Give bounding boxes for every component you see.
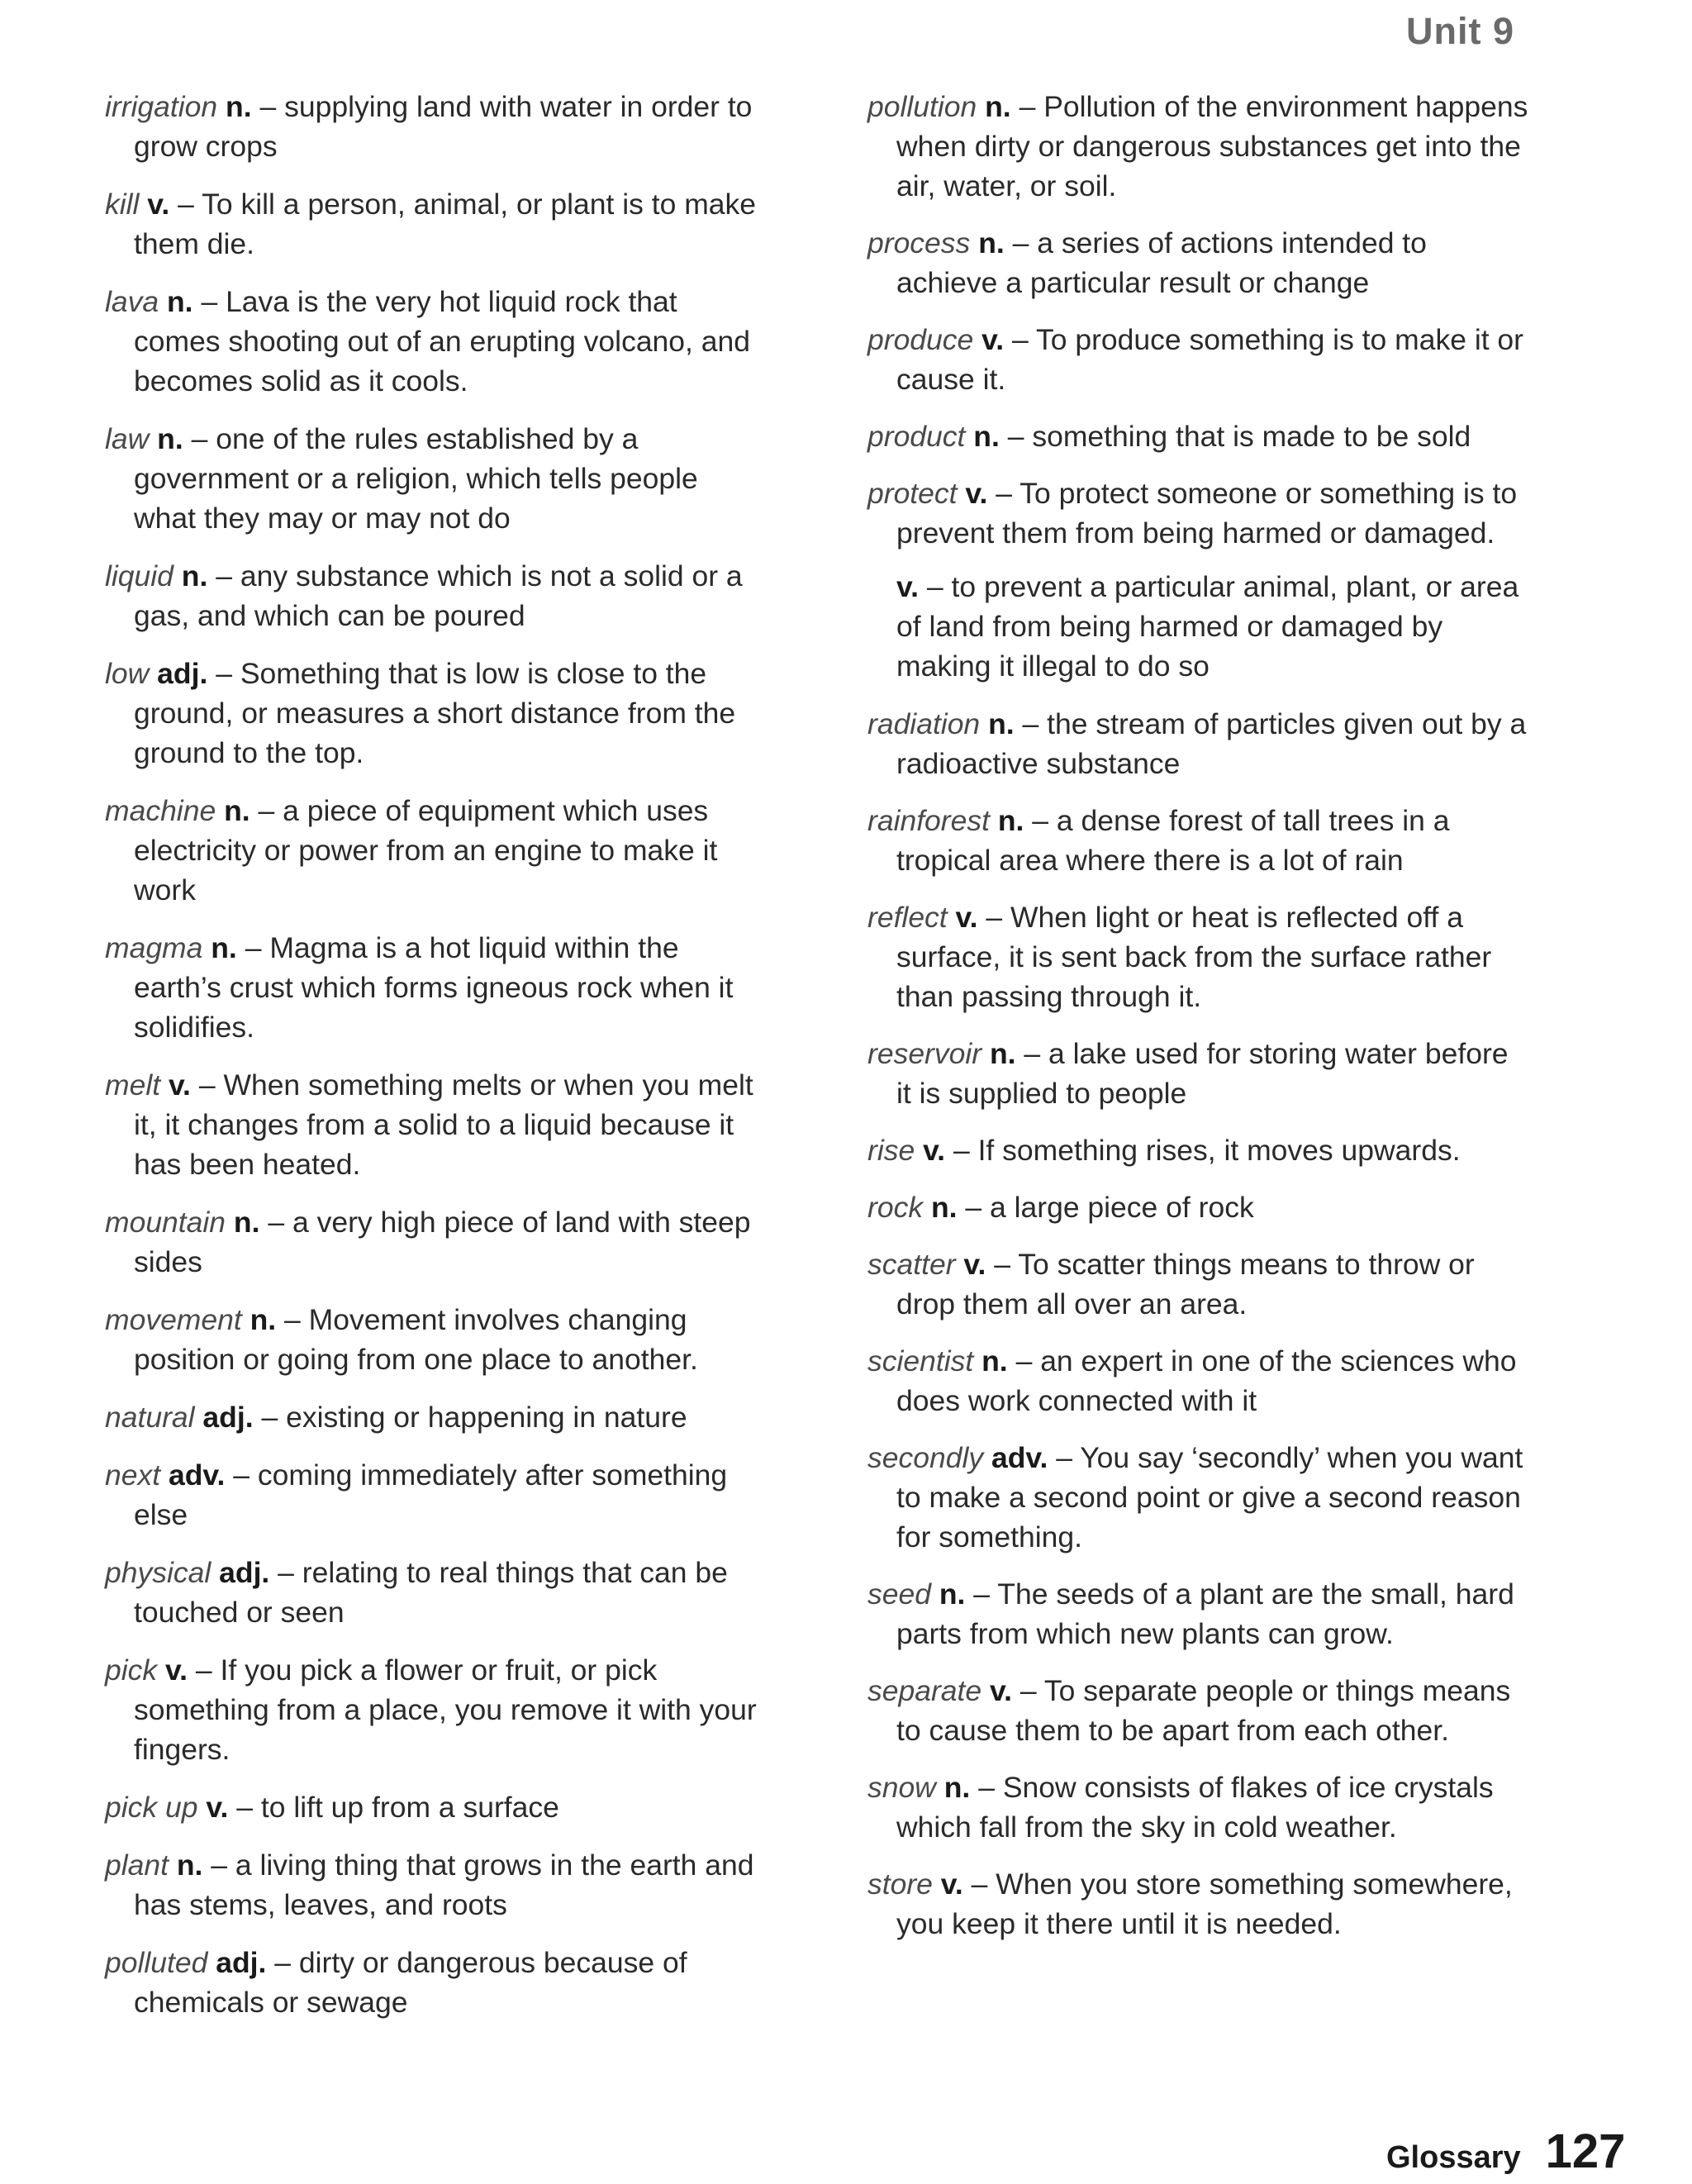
glossary-entry	[867, 1187, 1528, 1227]
part-of-speech: n.	[167, 285, 193, 318]
glossary-definition: To kill a person, animal, or plant is to make them die.	[134, 188, 757, 260]
part-of-speech: n.	[988, 707, 1015, 740]
part-of-speech: adv.	[991, 1441, 1048, 1474]
glossary-term: kill	[105, 188, 140, 221]
glossary-entry	[867, 1034, 1528, 1113]
definition-dash: –	[211, 1849, 228, 1882]
footer-label: Glossary	[1386, 2140, 1521, 2175]
part-of-speech: n.	[981, 1344, 1008, 1377]
definition-dash: –	[216, 559, 232, 592]
definition-dash: –	[1032, 804, 1049, 837]
page-footer	[1386, 2124, 1625, 2179]
definition-dash: –	[1007, 420, 1024, 453]
definition-dash: –	[201, 285, 218, 318]
glossary-entry	[105, 1397, 758, 1437]
glossary-entry	[867, 223, 1528, 302]
definition-dash: –	[994, 1248, 1011, 1281]
definition-dash: –	[1015, 1344, 1033, 1377]
part-of-speech: v.	[206, 1791, 229, 1824]
glossary-term: irrigation	[105, 90, 218, 123]
glossary-entry	[105, 556, 758, 635]
part-of-speech: n.	[233, 1206, 260, 1239]
glossary-definition: To scatter things means to throw or drop them all over an area.	[896, 1248, 1475, 1320]
definition-dash: –	[973, 1577, 991, 1611]
glossary-definition: an expert in one of the sciences who does work connected with it	[896, 1344, 1517, 1417]
glossary-term: plant	[105, 1849, 169, 1882]
definition-dash: –	[261, 1401, 278, 1434]
glossary-term: rock	[867, 1191, 924, 1224]
part-of-speech: v.	[896, 570, 919, 603]
glossary-definition: The seeds of a plant are the small, hard parts from which new plants can grow.	[896, 1577, 1514, 1650]
glossary-term: low	[105, 657, 150, 690]
glossary-definition: a large piece of rock	[990, 1191, 1254, 1224]
glossary-entry	[105, 928, 758, 1047]
glossary-definition: If something rises, it moves upwards.	[977, 1134, 1461, 1167]
glossary-column-left	[105, 87, 758, 2040]
glossary-definition: To produce something is to make it or cause it.	[896, 323, 1523, 396]
glossary-term: physical	[105, 1556, 212, 1589]
part-of-speech: n.	[985, 90, 1011, 123]
glossary-term: rise	[867, 1134, 915, 1167]
glossary-term: rainforest	[867, 804, 990, 837]
glossary-term: seed	[867, 1577, 931, 1611]
glossary-term: snow	[867, 1771, 936, 1804]
glossary-definition: To protect someone or something is to prevent them from being harmed or damaged.	[896, 477, 1518, 550]
part-of-speech: v.	[981, 323, 1005, 356]
glossary-entry	[105, 1787, 758, 1827]
glossary-entry	[105, 791, 758, 910]
part-of-speech: n.	[226, 90, 252, 123]
glossary-term: product	[867, 420, 966, 453]
glossary-term: melt	[105, 1068, 161, 1102]
glossary-definition: Snow consists of flakes of ice crystals which fall from the sky in cold weather.	[896, 1771, 1494, 1844]
unit-header: Unit 9	[1406, 10, 1515, 52]
glossary-definition: If you pick a flower or fruit, or pick something from a place, you remove it with your fingers.	[134, 1653, 757, 1766]
glossary-term: store	[867, 1868, 933, 1901]
part-of-speech: n.	[978, 226, 1005, 259]
definition-dash: –	[216, 657, 232, 690]
definition-dash: –	[953, 1134, 970, 1167]
glossary-definition: one of the rules established by a government or a religion, which tells people what they may or may not do	[134, 422, 698, 535]
glossary-term: protect	[867, 477, 958, 510]
definition-dash: –	[284, 1303, 301, 1336]
glossary-definition: Something that is low is close to the ground, or measures a short distance from the ground to the top.	[134, 657, 736, 769]
glossary-definition: relating to real things that can be touched or seen	[134, 1556, 728, 1629]
definition-dash: –	[978, 1771, 995, 1804]
glossary-definition: a living thing that grows in the earth and has stems, leaves, and roots	[134, 1849, 754, 1921]
part-of-speech: v.	[965, 477, 988, 510]
glossary-definition: When something melts or when you melt it, it changes from a solid to a liquid because it has been heated.	[134, 1068, 753, 1181]
part-of-speech: n.	[939, 1577, 966, 1611]
glossary-definition: a piece of equipment which uses electricity or power from an engine to make it work	[134, 794, 718, 906]
part-of-speech: adj.	[219, 1556, 270, 1589]
part-of-speech: v.	[963, 1248, 986, 1281]
part-of-speech: adj.	[157, 657, 208, 690]
glossary-definition: a series of actions intended to achieve a particular result or change	[896, 226, 1427, 299]
glossary-term: next	[105, 1458, 161, 1492]
part-of-speech: n.	[224, 794, 250, 827]
glossary-definition: Pollution of the environment happens when dirty or dangerous substances get into the air, water, or soil.	[896, 90, 1528, 202]
glossary-entry	[105, 184, 758, 264]
glossary-term: produce	[867, 323, 974, 356]
glossary-entry	[105, 419, 758, 538]
glossary-definition: coming immediately after something else	[134, 1458, 728, 1531]
glossary-entry	[105, 654, 758, 773]
part-of-speech: v.	[168, 1068, 191, 1102]
glossary-term: magma	[105, 931, 203, 964]
definition-dash: –	[259, 90, 277, 123]
glossary-definition: dirty or dangerous because of chemicals or sewage	[134, 1946, 687, 2019]
glossary-definition: to prevent a particular animal, plant, or area of land from being harmed or damaged by making it illegal to do so	[896, 570, 1519, 683]
glossary-definition: To separate people or things means to cause them to be apart from each other.	[896, 1674, 1511, 1747]
glossary-entry	[867, 897, 1528, 1016]
definition-dash: –	[195, 1653, 212, 1687]
definition-dash: –	[236, 1791, 253, 1824]
glossary-entry	[105, 282, 758, 401]
part-of-speech: adj.	[202, 1401, 254, 1434]
definition-dash: –	[1024, 1037, 1041, 1070]
page-number: 127	[1545, 2125, 1626, 2178]
glossary-definition: Lava is the very hot liquid rock that comes shooting out of an erupting volcano, and becomes solid as it cools.	[134, 285, 751, 397]
definition-dash: –	[1019, 90, 1036, 123]
definition-dash: –	[1022, 707, 1039, 740]
glossary-definition: a very high piece of land with steep sides	[134, 1206, 751, 1278]
glossary-definition: When you store something somewhere, you keep it there until it is needed.	[896, 1868, 1513, 1940]
part-of-speech: v.	[147, 188, 170, 221]
glossary-entry	[105, 1943, 758, 2022]
definition-dash: –	[1056, 1441, 1073, 1474]
glossary-entry	[867, 320, 1528, 399]
glossary-entry	[867, 1341, 1528, 1420]
part-of-speech: adv.	[168, 1458, 226, 1492]
glossary-definition: Movement involves changing position or going from one place to another.	[134, 1303, 698, 1376]
glossary-entry	[105, 1455, 758, 1535]
part-of-speech: n.	[176, 1849, 203, 1882]
glossary-term: pick up	[105, 1791, 198, 1824]
glossary-sense	[867, 567, 1528, 686]
definition-dash: –	[178, 188, 194, 221]
glossary-term: secondly	[867, 1441, 984, 1474]
glossary-term: radiation	[867, 707, 981, 740]
definition-dash: –	[1019, 1674, 1037, 1707]
glossary-entry	[105, 1300, 758, 1379]
glossary-definition: something that is made to be sold	[1032, 420, 1471, 453]
part-of-speech: v.	[990, 1674, 1013, 1707]
glossary-term: scientist	[867, 1344, 974, 1377]
glossary-entry	[105, 1065, 758, 1184]
glossary-entry	[105, 1202, 758, 1282]
glossary-term: lava	[105, 285, 159, 318]
part-of-speech: v.	[165, 1653, 188, 1687]
glossary-term: natural	[105, 1401, 195, 1434]
part-of-speech: n.	[211, 931, 237, 964]
glossary-entry	[867, 1671, 1528, 1750]
part-of-speech: n.	[157, 422, 183, 455]
glossary-definition: existing or happening in nature	[286, 1401, 687, 1434]
glossary-term: scatter	[867, 1248, 956, 1281]
glossary-entry	[867, 1244, 1528, 1324]
definition-dash: –	[278, 1556, 294, 1589]
part-of-speech: adj.	[216, 1946, 267, 1979]
glossary-term: mountain	[105, 1206, 226, 1239]
definition-dash: –	[965, 1191, 982, 1224]
glossary-term: machine	[105, 794, 216, 827]
part-of-speech: n.	[973, 420, 1000, 453]
part-of-speech: n.	[250, 1303, 277, 1336]
glossary-term: law	[105, 422, 150, 455]
definition-dash: –	[274, 1946, 292, 1979]
glossary-entry	[105, 87, 758, 166]
part-of-speech: n.	[989, 1037, 1016, 1070]
glossary-definition: When light or heat is reflected off a surface, it is sent back from the surface rather than passing through it.	[896, 901, 1492, 1013]
part-of-speech: n.	[997, 804, 1024, 837]
glossary-term: process	[867, 226, 971, 259]
glossary-definition: You say ‘secondly’ when you want to make a second point or give a second reason for something.	[896, 1441, 1523, 1554]
glossary-definition: Magma is a hot liquid within the earth’s crust which forms igneous rock when it solidifies.	[134, 931, 734, 1044]
glossary-column-right	[867, 87, 1528, 1961]
definition-dash: –	[926, 570, 943, 603]
definition-dash: –	[971, 1868, 988, 1901]
glossary-entry	[867, 1768, 1528, 1847]
glossary-entry	[105, 1845, 758, 1925]
glossary-term: reflect	[867, 901, 948, 934]
glossary-entry	[867, 1864, 1528, 1944]
definition-dash: –	[1012, 323, 1029, 356]
glossary-definition: a lake used for storing water before it is supplied to people	[896, 1037, 1509, 1110]
glossary-term: movement	[105, 1303, 242, 1336]
definition-dash: –	[986, 901, 1003, 934]
definition-dash: –	[245, 931, 262, 964]
glossary-entry	[867, 1130, 1528, 1170]
definition-dash: –	[233, 1458, 250, 1492]
part-of-speech: v.	[940, 1868, 963, 1901]
glossary-term: polluted	[105, 1946, 208, 1979]
glossary-definition: any substance which is not a solid or a gas, and which can be poured	[134, 559, 743, 632]
part-of-speech: v.	[923, 1134, 946, 1167]
glossary-term: reservoir	[867, 1037, 982, 1070]
glossary-term: pollution	[867, 90, 977, 123]
part-of-speech: n.	[181, 559, 208, 592]
glossary-entry	[105, 1650, 758, 1769]
definition-dash: –	[198, 1068, 216, 1102]
part-of-speech: n.	[930, 1191, 958, 1224]
glossary-entry	[867, 1438, 1528, 1557]
definition-dash: –	[1012, 226, 1029, 259]
glossary-entry	[867, 1574, 1528, 1653]
glossary-term: liquid	[105, 559, 173, 592]
glossary-entry	[867, 416, 1528, 456]
part-of-speech: v.	[955, 901, 978, 934]
glossary-definition: to lift up from a surface	[260, 1791, 559, 1824]
glossary-definition: supplying land with water in order to grow crops	[134, 90, 753, 163]
glossary-entry	[867, 473, 1528, 553]
glossary-term: pick	[105, 1653, 158, 1687]
glossary-entry	[867, 801, 1528, 880]
glossary-term: separate	[867, 1674, 982, 1707]
definition-dash: –	[258, 794, 275, 827]
definition-dash: –	[268, 1206, 285, 1239]
glossary-entry	[105, 1553, 758, 1632]
glossary-entry	[867, 87, 1528, 206]
definition-dash: –	[191, 422, 208, 455]
part-of-speech: n.	[943, 1771, 971, 1804]
glossary-entry	[867, 704, 1528, 783]
glossary-definition: a dense forest of tall trees in a tropical area where there is a lot of rain	[896, 804, 1450, 877]
definition-dash: –	[996, 477, 1013, 510]
glossary-definition: the stream of particles given out by a radioactive substance	[896, 707, 1527, 780]
